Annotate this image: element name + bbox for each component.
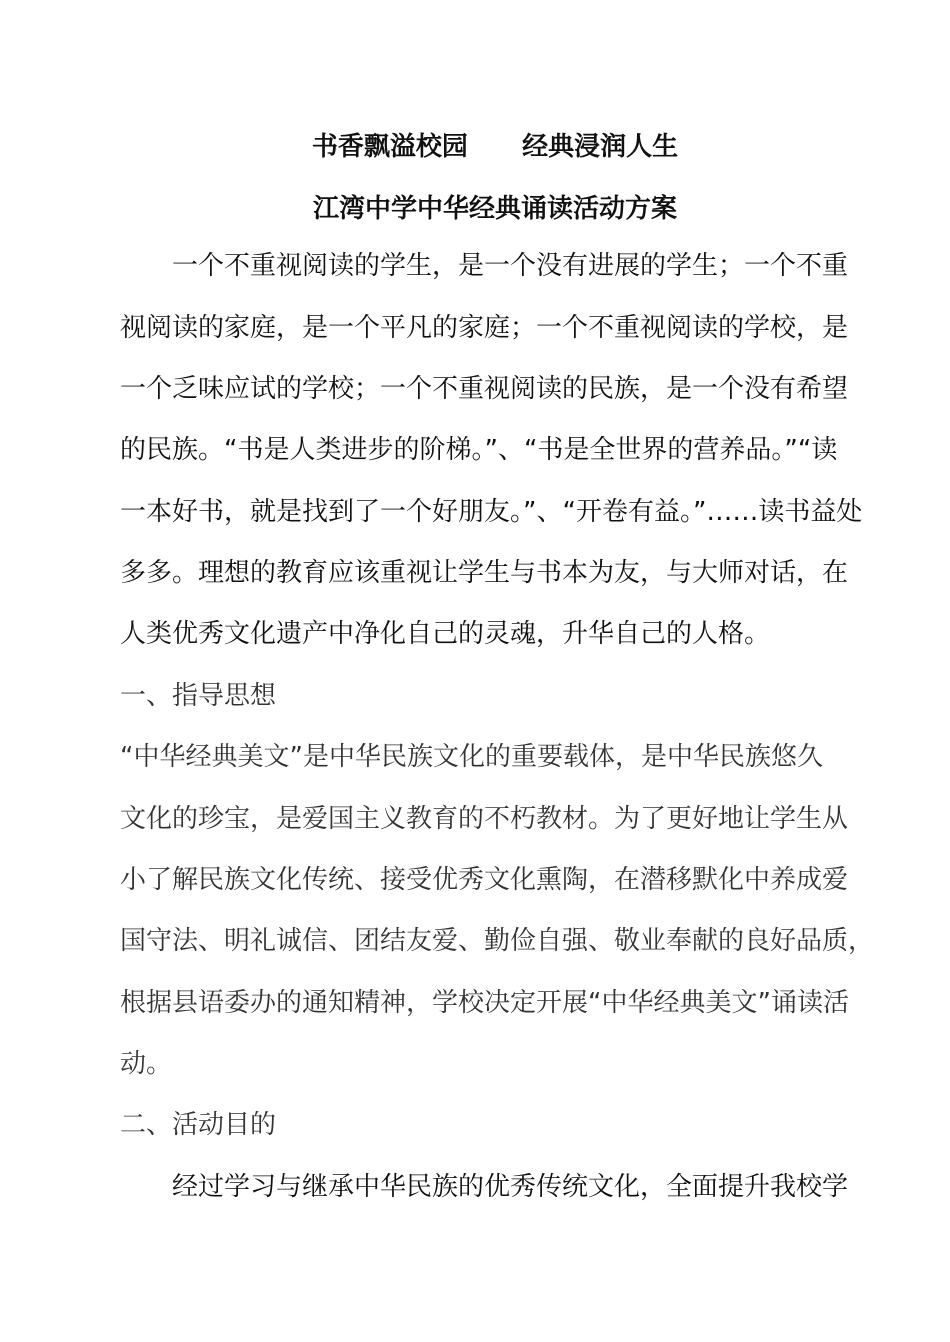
intro-line: 视阅读的家庭，是一个平凡的家庭；一个不重视阅读的学校，是 — [120, 313, 849, 343]
section1-line: 小了解民族文化传统、接受优秀文化熏陶，在潜移默化中养成爱 — [120, 865, 849, 895]
section1-line: 根据县语委办的通知精神，学校决定开展“中华经典美文”诵读活 — [120, 988, 849, 1018]
section1-line: 国守法、明礼诚信、团结友爱、勤俭自强、敬业奉献的良好品质， — [120, 926, 875, 956]
intro-line: 一个不重视阅读的学生，是一个没有进展的学生；一个不重 — [120, 251, 849, 281]
section1-line: 文化的珍宝，是爱国主义教育的不朽教材。为了更好地让学生从 — [120, 804, 849, 834]
intro-line: 一个乏味应试的学校；一个不重视阅读的民族，是一个没有希望 — [120, 374, 849, 404]
section2-line: 经过学习与继承中华民族的优秀传统文化，全面提升我校学 — [120, 1172, 849, 1202]
intro-line: 多多。理想的教育应该重视让学生与书本为友，与大师对话，在 — [120, 558, 849, 588]
intro-line: 人类优秀文化遗产中净化自己的灵魂，升华自己的人格。 — [120, 619, 771, 649]
intro-line: 的民族。“书是人类进步的阶梯。”、“书是全世界的营养品。”“读 — [120, 435, 838, 465]
document-title: 书香飘溢校园 经典浸润人生 — [311, 132, 679, 162]
document-subtitle: 江湾中学中华经典诵读活动方案 — [312, 194, 677, 224]
intro-line: 一本好书，就是找到了一个好朋友。”、“开卷有益。”……读书益处 — [120, 497, 863, 527]
section1-line: 动。 — [120, 1049, 173, 1079]
section-heading-activity-purpose: 二、活动目的 — [120, 1110, 277, 1140]
section1-line: “中华经典美文”是中华民族文化的重要载体，是中华民族悠久 — [120, 742, 823, 772]
section-heading-guiding-thought: 一、指导思想 — [120, 681, 277, 711]
